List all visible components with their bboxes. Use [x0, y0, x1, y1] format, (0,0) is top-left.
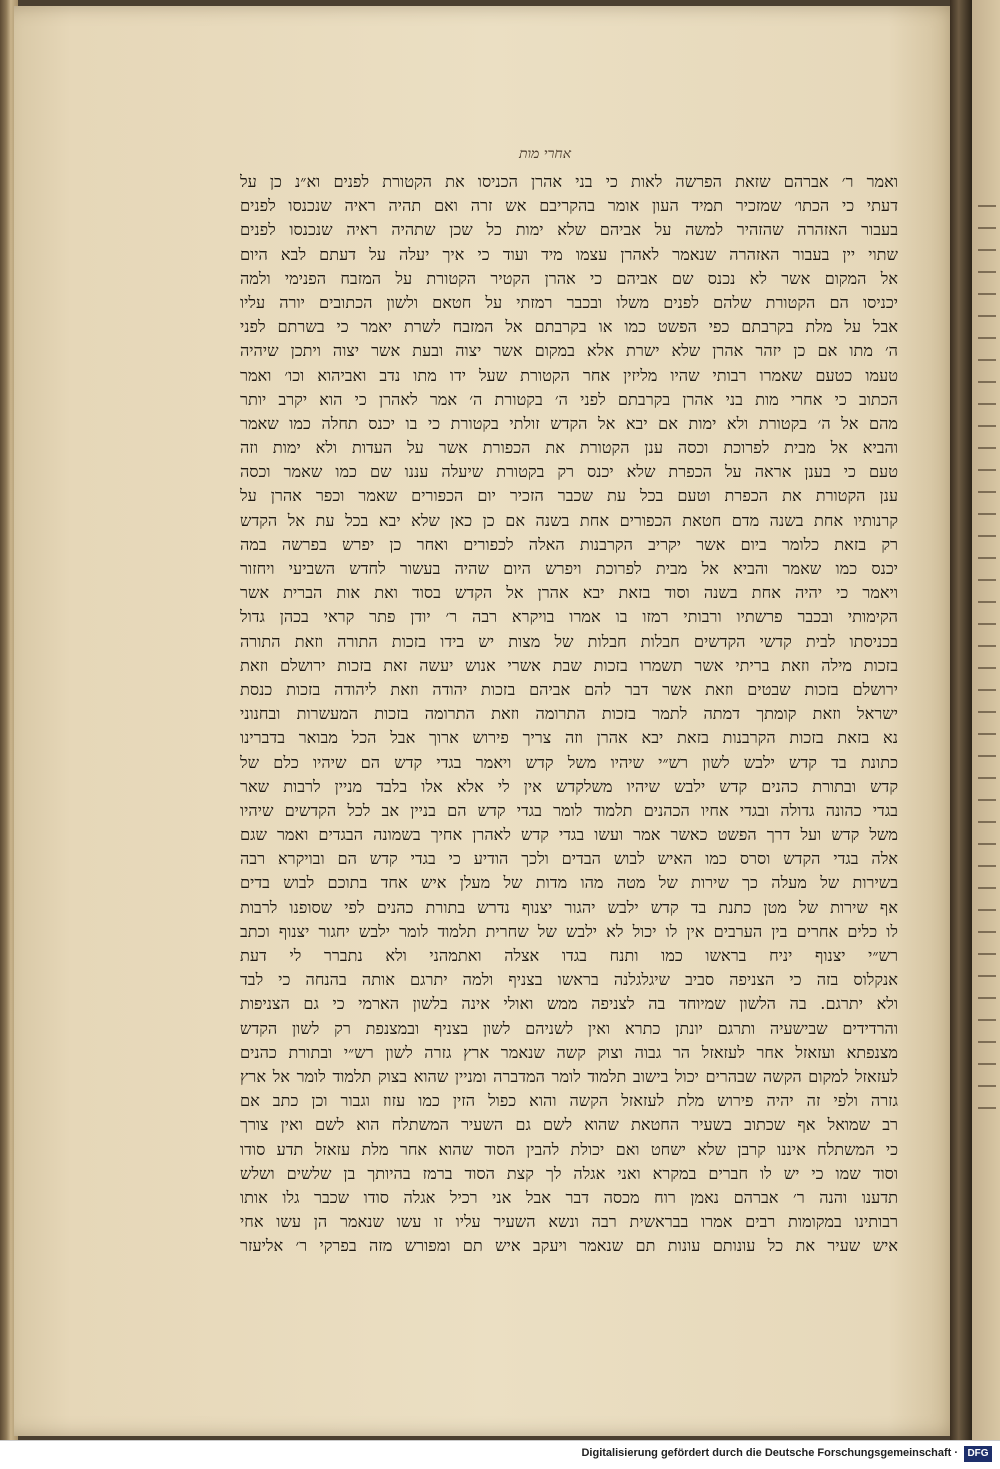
- text-line: בעבור האזהרה שהזהיר למשה על אביהם שלא ימות כל שכן שתהיה ראיה שנכנסו לפנים: [240, 220, 898, 240]
- text-line: טעמו כטעם שאמרו רבותי שהיו מליזין אחר הקטורת שעל ידו מתו נדב ואביהוא וכו׳ ואמר: [240, 365, 898, 385]
- commentary-text-block: [240, 170, 898, 1256]
- text-line: טעם כי בענן אראה על הכפרת שלא יכנס רק בקטורת שיעלה עננו שם כמו שאמר וכסה: [240, 462, 898, 482]
- text-line: נא בזאת בזכות הקרבנות בזאת יבא אהרן וזה צריך פירוש ארוך אבל הכל מבואר בדברינו: [240, 728, 898, 748]
- dfg-logo[interactable]: DFG: [964, 1446, 992, 1462]
- text-line: רב שמואל אף שכתוב בשעיר החטאת שהוא לשם גם השעיר המשתלח הוא לשם ואין צורך: [240, 1115, 898, 1135]
- text-line: יכניסו הם הקטורת שלהם לפנים משלו ובכבר רמזתי על חטאם ולשון הכתובים יורה עליו: [240, 292, 898, 312]
- text-line: רש״י יצנוף יניח בראשו כמו ותנח בגדו אצלה ואתמהני ולא נתברר לי דעת: [240, 946, 898, 965]
- text-line: גזרה ולפי זה יהיה פירוש מלת לעזאזל הקשה והוא כפול הזין כמו עזוז וגבור וכן כתב אם: [240, 1091, 898, 1111]
- text-line: בגדי כהונה גדולה ובגדי אחיו הכהנים תלמוד לומר בגדי קדש הם בניין אב לכל הקדשים שיהיו: [240, 800, 898, 820]
- text-line: קרנותיו אחת בשנה מדם חטאת הכפורים אחת בשנה אם כן כאן שלא יבא בכל עת אל הקדש: [240, 510, 898, 530]
- text-line: הקימותי ובכבר פרשתיו ורבותי רמזו בו אמרו בויקרא רבה ר׳ יודן פתר קראי בכהן גדול: [240, 607, 898, 627]
- text-line: יכנס כמו שאמר והביא אל מבית לפרוכת ויפרש היום שהיה בעשור לחדש השביעי ויחזור: [240, 559, 898, 578]
- text-line: בכניסתו לבית קדשי הקדשים חבלות חבלות של מצות יש בידו בזכות התורה וזאת התורה: [240, 631, 898, 651]
- book-gutter: [950, 0, 972, 1440]
- text-line: ישראל וזאת קומתך דמתה לתמר בזכות התרומה וזאת התרומה בזכות המעשרות ובחנוני: [240, 704, 898, 724]
- text-line: אף שירות של מטן כתנת בד קדש ילבש יהגור יצנוף נדרש בתורת כהנים לפי שסופנו לרבות: [240, 897, 898, 917]
- text-line: אבל על מלת בקרבתם כפי הפשט כמו או בקרבתם אל המזבח לשרת יאמר כי בשרתם לפני: [240, 317, 898, 337]
- text-line: וסוד שמו כי יש לו חברים במקרא ואני אגלה לך קצת הסוד ברמז בהיותך בן שלשים ושלש: [240, 1163, 898, 1183]
- footer-bar: [0, 1440, 1000, 1469]
- text-line: ענן הקטורת את הכפרת וטעם בכל עת שכבר הזכיר יום הכפורים שאמר וכפר אהרן על: [240, 486, 898, 506]
- text-line: ירושלם בזכות שבטים וזאת אשר דבר להם אביהם בזכות יהודה וזאת ליהודה בזכות כנסת: [240, 679, 898, 699]
- text-line: אל המקום אשר לא נכנס שם אביהם כי אהרן הקטיר הקטורת על המזבח הפנימי ולמה: [240, 268, 898, 288]
- text-line: קדש ובתורת כהנים קדש ילבש שיהיו משלקדש אין לי אלא אלו בלבד מניין לרבות שאר: [240, 776, 898, 796]
- text-line: רבותינו במקומות רבים אמרו בבראשית רבה ונשא השעיר עליו זו עשו שנאמר הן עשו אחי: [240, 1212, 898, 1232]
- text-line: הכתוב כי אחרי מות בני אהרן בקרבתם לפני ה׳ בקטורת ה׳ אמר לאהרן כי הוא יקרב יותר: [240, 389, 898, 409]
- text-line: לעזאזל למקום הקשה שבהרים יכול בישוב תלמוד לומר המדברה ומניין שהוא בצוק תלמוד לומר אל ארץ: [240, 1066, 898, 1086]
- text-line: שתוי יין בעבור האזהרה שנאמר לאהרן עצמו מיד ועוד כי איך יעלה על דעתם לבא היום: [240, 244, 898, 264]
- text-line: איש שעיר את כל עונותם עונות תם שנאמר ויעקב איש תם ומפורש מזה בפרקי ר׳ אליעזר: [240, 1236, 898, 1256]
- text-line: משל קדש ועל דרך הפשט כאשר אמר ועשו בגדי קדש לאהרן אחיך בשמונה הבגדים ואמר שגם: [240, 825, 898, 845]
- text-line: ולא יתרגם. בה הלשון שמיוחד בה לצניפה ממש ואולי אינה בלשון הארמי כי גם הצניפות: [240, 994, 898, 1014]
- next-page-edge: [972, 0, 1000, 1440]
- text-line: אלה בגדי הקדש וסרס כמו האיש לבוש הבדים ולכך הודיע כי בגדי קדש הם ובויקרא רבה: [240, 849, 898, 869]
- running-head: אחרי מות: [518, 146, 572, 162]
- text-line: לו כלים אחרים בין הערבים אין לו יכול לא ילבש של שחרית תלמוד לומר ילבש יחגור יצנוף וכתב: [240, 921, 898, 941]
- text-line: מצנפתא ועזאזל אחר לעזאזל הר גבוה וצוק קשה שנאמר ארץ גזרה לשון רש״י ובתורת כהנים: [240, 1042, 898, 1062]
- text-line: ה׳ מתו אם כן יזהר אהרן שלא ישרת אלא במקום אשר יצוה ובעת אשר יצוה ויתכן שיהיה: [240, 341, 898, 361]
- text-line: תדענו והנה ר׳ אברהם נאמן רוח מכסה דבר אבל אני רכיל אגלה סודו שכבר גלו אותו: [240, 1187, 898, 1207]
- text-line: רק בזאת כלומר ביום אשר יקריב הקרבנות האלה לכפורים ואחר כן יפרש בפרשה במה: [240, 534, 898, 554]
- text-line: דעתי כי הכתו׳ שמזכיר תמיד העון אומר בהקריבם אש זרה ואם תהיה ראיה שנכנסו לפנים: [240, 196, 898, 216]
- funding-credit: Digitalisierung gefördert durch die Deutsche Forschungsgemeinschaft ·: [581, 1447, 958, 1459]
- text-line: בשירות של מעלה כך שירות של מטה מהו מדות של מעלן איש אחד בתוכם לבוש בדים: [240, 873, 898, 893]
- text-line: והביא אל מבית לפרוכת וכסה ענן הקטורת את הכפורת אשר על העדות ולא ימות וזה: [240, 438, 898, 458]
- text-line: מהם אל ה׳ בקטורת ולא ימות אם יבא אל הקדש זולתי בקטורת כי בו יכנס תחלה כמו שאמר: [240, 413, 898, 433]
- text-line: ויאמר כי יהיה אחת בשנה וסוד בזאת יבא אהרן אל הקדש בסוד ואת אות הברית אשר: [240, 583, 898, 603]
- text-line: והרדידים שבישעיה ותרגם יונתן כתרא ואין לשניהם לשון בצניף ובמצנפת רק לשון הקדש: [240, 1018, 898, 1038]
- text-line: בזכות מילה וזאת בריתי אשר תשמרו בזכות שבת אשרי אנוש יעשה זאת בזכות ירושלם וזאת: [240, 655, 898, 675]
- text-line: ואמר ר׳ אברהם שזאת הפרשה לאות כי בני אהרן הכניסו את הקטורת לפנים וא״נ כן על: [240, 172, 898, 191]
- text-line: כתונת בד קדש ילבש לשון רש״י שיהיו משל קדש ויאמר בגדי קדש הם שיהיו כלם של: [240, 752, 898, 772]
- text-line: כי המשתלח איננו קרבן שלא ישחט ואם יכולת להבין הסוד שהוא אחר מלת עזאזל תדע סודו: [240, 1139, 898, 1159]
- text-line: אנקלוס בזה כי הצניפה סביב שיגלגלנה בראשו בצניף ולמה יתרגם אותה בהנחה כי לבד: [240, 970, 898, 990]
